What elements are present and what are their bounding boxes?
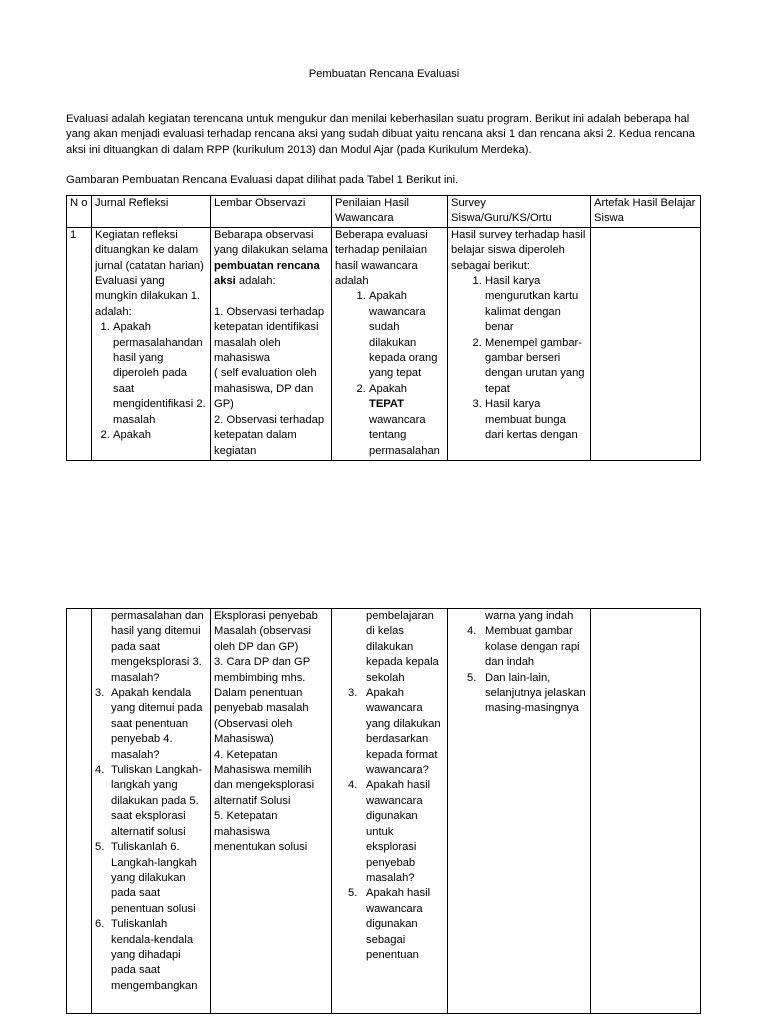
list-text: Apakah hasil wawancara digunakan sebagai penentuan	[366, 887, 431, 961]
item-post: wawancara tentang permasalahan	[369, 413, 440, 457]
lembar-intro	[214, 228, 328, 290]
penilaian-continued: pembelajaran di kelas dilakukan kepada kepala sekolah	[366, 610, 439, 684]
list-item	[335, 686, 444, 778]
list-item	[335, 778, 444, 886]
list-item	[95, 686, 207, 763]
header-jurnal-refleksi: Jurnal Refleksi	[92, 196, 211, 228]
lembar-line: 2. Observasi terhadap ketepatan dalam kegiatan	[214, 413, 325, 457]
cell-no: 1	[67, 227, 92, 460]
list-item: 2. Menempel gambar-gambar berseri dengan urutan yang tepat	[485, 336, 587, 398]
list-number: 5.	[348, 887, 358, 900]
list-item: 2. Apakah	[113, 428, 207, 443]
item-bold: TEPAT	[369, 398, 405, 411]
table-row	[67, 609, 701, 1014]
jurnal-continued: permasalahan dan hasil yang ditemui pada saat mengeksplorasi 3. masalah?	[111, 610, 204, 684]
lembar-line: 3. Cara DP dan GP membimbing mhs. Dalam penentuan penyebab masalah (Observasi oleh Mahasiswa)	[214, 656, 310, 746]
cell-penilaian	[332, 227, 448, 460]
jurnal-list	[95, 320, 207, 443]
jurnal-intro2: Evaluasi yang mungkin dilakukan 1. adalah:	[95, 275, 201, 318]
list-text: Dan lain-lain, selanjutnya jelaskan masing-masingnya	[485, 671, 586, 715]
list-item	[369, 382, 444, 459]
list-text: Apakah kendala yang ditemui pada saat penentuan penyebab 4. masalah?	[111, 687, 203, 761]
cell-lembar	[211, 227, 332, 460]
jurnal-intro: Kegiatan refleksi dituangkan ke dalam jurnal (catatan harian)	[95, 228, 204, 272]
list-number: 4.	[348, 779, 358, 792]
cell-jurnal	[92, 227, 211, 460]
item-pre: Apakah	[369, 382, 407, 395]
list-item	[451, 624, 587, 670]
lembar-line: Eksplorasi penyebab Masalah (observasi oleh DP dan GP)	[214, 610, 318, 653]
header-artefak: Artefak Hasil Belajar Siswa	[591, 196, 701, 228]
list-item: 1. Apakah permasalahandan hasil yang diperoleh pada saat mengidentifikasi 2. masalah	[113, 320, 207, 428]
table-caption: Gambaran Pembuatan Rencana Evaluasi dapat dilihat pada Tabel 1 Berikut ini.	[66, 174, 459, 186]
table-row	[67, 227, 701, 460]
list-number: 6.	[95, 918, 105, 931]
header-lembar-observasi: Lembar Observazi	[211, 196, 332, 228]
cell-survey	[448, 227, 591, 460]
penilaian-list	[335, 289, 444, 458]
spacer	[214, 289, 328, 304]
lembar-intro-bold: pembuatan rencana aksi	[214, 259, 320, 288]
cell-lembar	[211, 609, 332, 1014]
cell-survey	[448, 609, 591, 1014]
evaluation-table	[66, 195, 701, 461]
cell-no	[67, 609, 92, 1014]
lembar-intro-pre: Bebarapa observasi yang dilakukan selama	[214, 228, 328, 257]
list-number: 3.	[95, 687, 105, 700]
lembar-line: ( self evaluation oleh mahasiswa, DP dan GP)	[214, 367, 317, 411]
lembar-line: 1. Observasi terhadap ketepatan identifikasi masalah oleh mahasiswa	[214, 305, 325, 365]
cell-jurnal	[92, 609, 211, 1014]
header-penilaian-wawancara: Penilaian Hasil Wawancara	[332, 196, 448, 228]
cell-artefak	[591, 609, 701, 1014]
document-title: Pembuatan Rencana Evaluasi	[308, 68, 460, 80]
list-text: Apakah hasil wawancara digunakan untuk eksplorasi penyebab masalah?	[366, 779, 431, 884]
table-header-row	[67, 196, 701, 228]
cell-artefak	[591, 227, 701, 460]
lembar-intro-post: adalah:	[235, 275, 276, 288]
evaluation-table-continued	[66, 608, 701, 1014]
list-text: Membuat gambar kolase dengan rapi dan indah	[485, 625, 580, 669]
list-number: 5.	[95, 841, 105, 854]
list-text: Apakah wawancara yang dilakukan berdasarkan kepada format wawancara?	[366, 687, 441, 777]
lembar-line: 4. Ketepatan Mahasiswa memilih dan mengeksplorasi alternatif Solusi	[214, 748, 315, 807]
list-item	[335, 886, 444, 963]
list-item: 1. Hasil karya mengurutkan kartu kalimat dengan benar	[485, 274, 587, 336]
penilaian-intro: Beberapa evaluasi terhadap penilaian hasil wawancara adalah	[335, 228, 428, 288]
intro-paragraph: Evaluasi adalah kegiatan terencana untuk mengukur dan menilai keberhasilan suatu program. Berikut ini adalah beberapa hal yang akan menjadi evaluasi terhadap rencana aksi yang sudah dibuat yaitu rencana aksi 1 dan rencana aksi 2. Kedua rencana aksi ini dituangkan di dalam RPP (kurikulum 2013) dan Modul Ajar (pada Kurikulum Merdeka).	[66, 113, 695, 156]
header-survey: Survey Siswa/Guru/KS/Ortu	[448, 196, 591, 228]
list-item	[451, 671, 587, 717]
survey-intro: Hasil survey terhadap hasil belajar siswa diperoleh sebagai berikut:	[451, 228, 586, 272]
survey-continued: warna yang indah	[485, 610, 574, 622]
list-item	[95, 763, 207, 840]
list-text: Tuliskan Langkah-langkah yang dilakukan pada 5. saat eksplorasi alternatif solusi	[111, 764, 203, 838]
list-item: 1. Apakah wawancara sudah dilakukan kepada orang yang tepat	[369, 289, 444, 381]
header-no: N o	[67, 196, 92, 228]
list-item: 3. Hasil karya membuat bunga dari kertas dengan	[485, 397, 587, 443]
survey-list	[451, 274, 587, 443]
list-text: Tuliskanlah kendala-kendala yang dihadapi pada saat mengembangkan	[111, 918, 198, 992]
lembar-line: 5. Ketepatan mahasiswa menentukan solusi	[214, 810, 308, 854]
list-number: 5.	[467, 671, 477, 684]
list-text: Tuliskanlah 6. Langkah-langkah yang dilakukan pada saat penentuan solusi	[111, 841, 197, 915]
list-number: 3.	[348, 687, 358, 700]
list-number: 4.	[467, 625, 477, 638]
list-item	[95, 917, 207, 994]
list-number: 4.	[95, 764, 105, 777]
list-item	[95, 840, 207, 917]
cell-penilaian	[332, 609, 448, 1014]
